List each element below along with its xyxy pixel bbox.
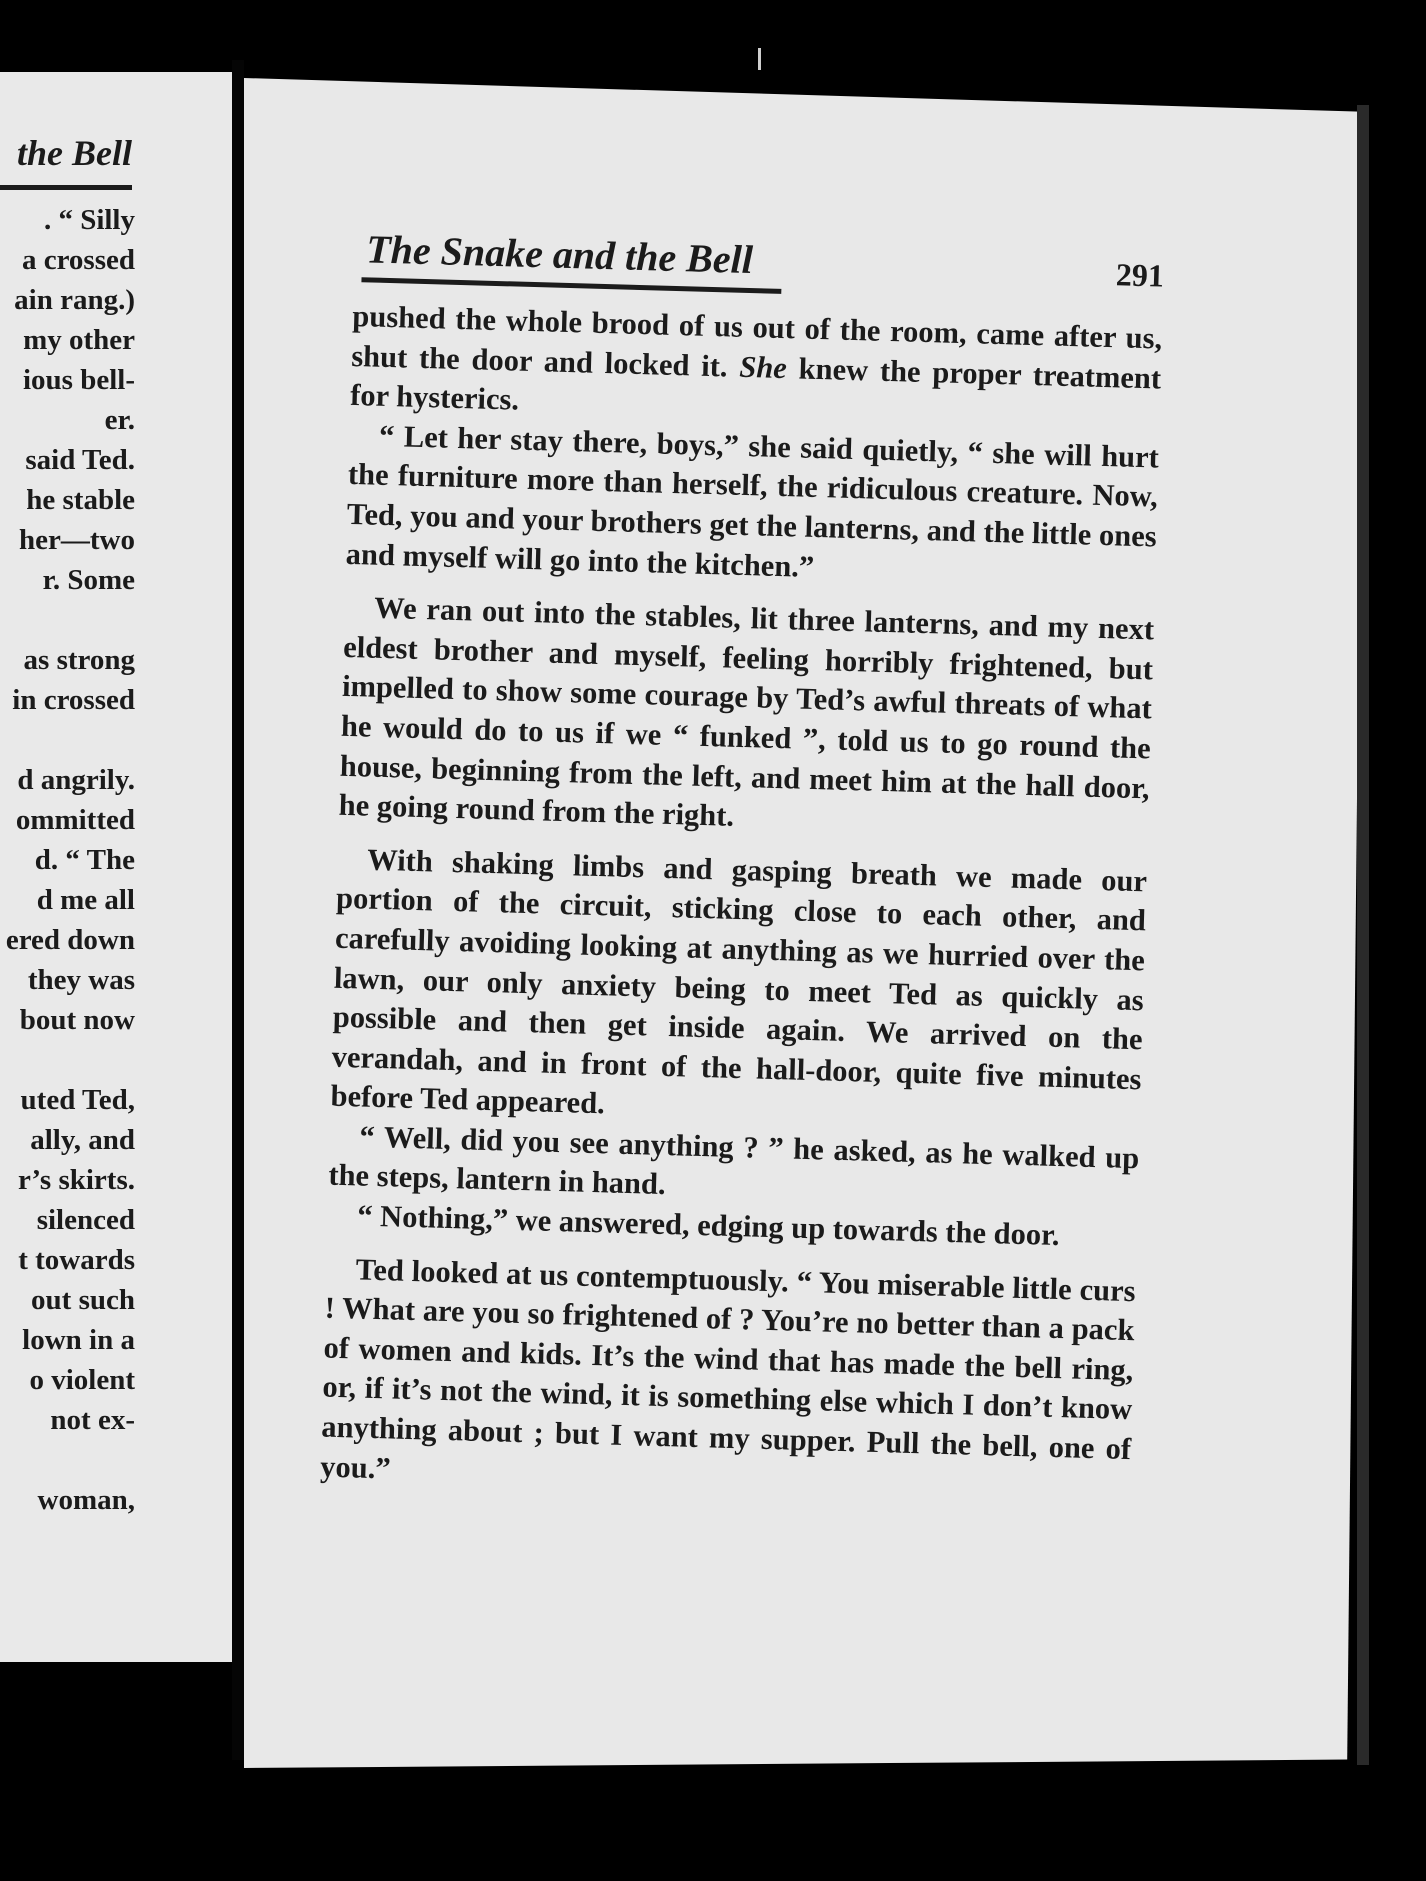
left-page-line: uted Ted, xyxy=(20,1084,135,1116)
right-page-content xyxy=(320,225,1165,1509)
scan-mark xyxy=(758,48,761,70)
left-page-line: r. Some xyxy=(42,564,135,596)
binding-gutter xyxy=(232,60,244,1760)
left-page-line: a crossed xyxy=(21,244,135,276)
left-page-line xyxy=(0,1440,135,1480)
left-page-line: t towards xyxy=(18,1244,135,1276)
left-running-head: the Bell xyxy=(17,133,132,173)
left-page-line: ain rang.) xyxy=(14,284,135,316)
left-page-line: ommitted xyxy=(15,804,135,836)
left-page-line xyxy=(0,1040,135,1080)
left-page-line: my other xyxy=(23,324,135,356)
left-page-line: o violent xyxy=(29,1364,135,1396)
emphasis: She xyxy=(738,349,788,385)
page-edge xyxy=(1357,105,1369,1765)
left-page-line: r’s skirts. xyxy=(17,1164,135,1196)
left-page-line: lown in a xyxy=(22,1324,135,1356)
left-page-line: said Ted. xyxy=(25,444,135,476)
paragraph: “ Let her stay there, boys,” she said quietly, “ she will hurt the furniture more than herself, the ridiculous creature. Now, Ted, you and your brothers get the lanterns, and the little ones and myself will go into the kitchen.” xyxy=(345,418,1160,584)
running-head: The Snake and the Bell xyxy=(365,226,754,283)
paragraph: “ Well, did you see anything ? ” he asked, as he walked up the steps, lantern in hand. xyxy=(327,1119,1140,1202)
left-page-line: woman, xyxy=(37,1484,135,1516)
left-page-line xyxy=(0,720,135,760)
page-number: 291 xyxy=(1115,256,1165,294)
left-page-line: ious bell- xyxy=(23,364,135,396)
left-page-line: in crossed xyxy=(12,684,135,716)
left-page-line: ered down xyxy=(5,924,135,956)
left-page-line: as strong xyxy=(23,644,135,676)
left-head-rule xyxy=(0,185,132,190)
left-page-line: silenced xyxy=(36,1204,135,1236)
left-page-line: d angrily. xyxy=(17,764,135,796)
left-page-line: he stable xyxy=(26,484,135,516)
paragraph: pushed the whole brood of us out of the room, came after us, shut the door and locked it. She knew the proper treatment for hysterics. xyxy=(349,298,1163,417)
paragraph: “ Nothing,” we answered, edging up towards the door. xyxy=(356,1198,1060,1253)
left-page-line: out such xyxy=(31,1284,135,1316)
left-page-line: bout now xyxy=(19,1004,135,1036)
left-page-line: they was xyxy=(27,964,135,996)
left-page-line: d. “ The xyxy=(34,844,135,876)
left-page-line: her—two xyxy=(19,524,135,556)
paragraph: We ran out into the stables, lit three lanterns, and my next eldest brother and myself, feeling horribly frightened, but impelled to show some courage by Ted’s awful threats of what he would do to us if we “ funked ”, told us to go round the house, beginning from the left, and meet him at the hall door, he going round from the right. xyxy=(338,590,1155,833)
left-page-line: . “ Silly xyxy=(43,204,135,236)
body-text xyxy=(320,297,1163,1509)
left-page-line: ally, and xyxy=(30,1124,135,1156)
left-page-text xyxy=(0,200,135,1520)
left-page-line xyxy=(0,600,135,640)
left-page-line: er. xyxy=(104,404,135,436)
left-page-line: d me all xyxy=(36,884,135,916)
paragraph: With shaking limbs and gasping breath we made our portion of the circuit, sticking close to each other, and carefully avoiding looking at anything as we hurried over the lawn, our only anxiety being to meet Ted as quickly as possible and then get inside again. We arrived on the verandah, and in front of the hall-door, quite five minutes before Ted appeared. xyxy=(330,842,1148,1121)
paragraph: Ted looked at us contemptuously. “ You miserable little curs ! What are you so frightened of ? You’re no better than a pack of women and kids. It’s the wind that has made the bell ring, or, if it’s not the wind, it is something else which I don’t know anything about ; but I want my supper. Pull the bell, one of you.” xyxy=(319,1252,1137,1486)
left-page-line: not ex- xyxy=(50,1404,135,1436)
